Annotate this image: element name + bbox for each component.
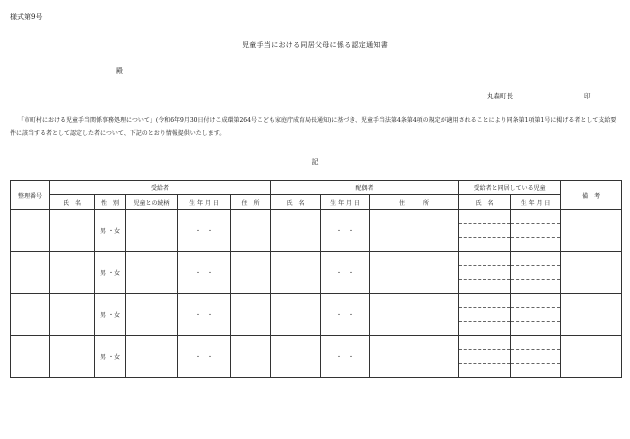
subheader-spouse-birthdate: 生 年 月 日 <box>321 195 370 210</box>
recipient-name-cell[interactable] <box>50 252 95 294</box>
recipient-birthdate-cell[interactable]: ・ ・ <box>178 336 231 378</box>
relation-to-child-cell[interactable] <box>126 252 178 294</box>
recipient-sex-cell[interactable]: 男 ・女 <box>95 336 126 378</box>
serial-number-cell[interactable] <box>11 210 50 252</box>
child-name-cell[interactable] <box>459 280 511 294</box>
recipient-birthdate-cell[interactable]: ・ ・ <box>178 210 231 252</box>
child-birthdate-cell[interactable] <box>511 336 561 350</box>
child-birthdate-cell[interactable] <box>511 224 561 238</box>
subheader-relation-to-child: 児童との続柄 <box>126 195 178 210</box>
child-name-cell[interactable] <box>459 210 511 224</box>
subheader-child-name: 氏 名 <box>459 195 511 210</box>
child-birthdate-cell[interactable] <box>511 252 561 266</box>
recipient-birthdate-cell[interactable]: ・ ・ <box>178 294 231 336</box>
spouse-name-cell[interactable] <box>271 210 321 252</box>
header-remarks: 備 考 <box>561 181 622 210</box>
relation-to-child-cell[interactable] <box>126 294 178 336</box>
remarks-cell[interactable] <box>561 294 622 336</box>
form-number: 様式第9号 <box>10 13 43 21</box>
recipient-address-cell[interactable] <box>231 294 271 336</box>
issuer-name: 丸森町長 <box>487 92 513 100</box>
spouse-address-cell[interactable] <box>370 336 459 378</box>
child-name-cell[interactable] <box>459 308 511 322</box>
spouse-birthdate-cell[interactable]: ・ ・ <box>321 294 370 336</box>
recipient-address-cell[interactable] <box>231 210 271 252</box>
spouse-address-cell[interactable] <box>370 252 459 294</box>
recipient-sex-cell[interactable]: 男 ・女 <box>95 294 126 336</box>
spouse-birthdate-cell[interactable]: ・ ・ <box>321 336 370 378</box>
recipient-name-cell[interactable] <box>50 294 95 336</box>
recipient-birthdate-cell[interactable]: ・ ・ <box>178 252 231 294</box>
recipient-sex-cell[interactable]: 男 ・女 <box>95 210 126 252</box>
addressee-suffix: 殿 <box>116 67 123 75</box>
child-name-cell[interactable] <box>459 350 511 364</box>
spouse-birthdate-cell[interactable]: ・ ・ <box>321 210 370 252</box>
table-row <box>11 336 622 350</box>
spouse-name-cell[interactable] <box>271 252 321 294</box>
subheader-recipient-name: 氏 名 <box>50 195 95 210</box>
child-birthdate-cell[interactable] <box>511 266 561 280</box>
remarks-cell[interactable] <box>561 252 622 294</box>
spouse-address-cell[interactable] <box>370 294 459 336</box>
child-name-cell[interactable] <box>459 336 511 350</box>
child-birthdate-cell[interactable] <box>511 210 561 224</box>
subheader-spouse-address: 住 所 <box>370 195 459 210</box>
relation-to-child-cell[interactable] <box>126 210 178 252</box>
child-birthdate-cell[interactable] <box>511 308 561 322</box>
recipient-name-cell[interactable] <box>50 336 95 378</box>
child-name-cell[interactable] <box>459 224 511 238</box>
spouse-name-cell[interactable] <box>271 336 321 378</box>
recipient-sex-cell[interactable]: 男 ・女 <box>95 252 126 294</box>
child-name-cell[interactable] <box>459 266 511 280</box>
certification-table <box>10 180 622 378</box>
seal-mark: 印 <box>584 92 591 100</box>
subheader-recipient-sex: 性 別 <box>95 195 126 210</box>
serial-number-cell[interactable] <box>11 336 50 378</box>
table-row <box>11 210 622 224</box>
header-serial: 整理番号 <box>11 181 50 210</box>
document-title: 児童手当における同居父母に係る認定通知書 <box>242 41 388 49</box>
child-name-cell[interactable] <box>459 364 511 378</box>
header-recipient: 受給者 <box>50 181 271 195</box>
serial-number-cell[interactable] <box>11 252 50 294</box>
subheader-spouse-name: 氏 名 <box>271 195 321 210</box>
header-cohabiting-children: 受給者と同居している児童 <box>459 181 561 195</box>
child-name-cell[interactable] <box>459 238 511 252</box>
recipient-address-cell[interactable] <box>231 336 271 378</box>
child-birthdate-cell[interactable] <box>511 280 561 294</box>
child-name-cell[interactable] <box>459 322 511 336</box>
child-birthdate-cell[interactable] <box>511 294 561 308</box>
child-birthdate-cell[interactable] <box>511 238 561 252</box>
serial-number-cell[interactable] <box>11 294 50 336</box>
spouse-address-cell[interactable] <box>370 210 459 252</box>
child-name-cell[interactable] <box>459 294 511 308</box>
child-birthdate-cell[interactable] <box>511 350 561 364</box>
header-spouse: 配偶者 <box>271 181 459 195</box>
recipient-name-cell[interactable] <box>50 210 95 252</box>
ki-heading: 記 <box>311 158 319 166</box>
subheader-recipient-birthdate: 生 年 月 日 <box>178 195 231 210</box>
table-row <box>11 252 622 266</box>
subheader-child-birthdate: 生 年 月 日 <box>511 195 561 210</box>
child-birthdate-cell[interactable] <box>511 322 561 336</box>
spouse-name-cell[interactable] <box>271 294 321 336</box>
remarks-cell[interactable] <box>561 336 622 378</box>
spouse-birthdate-cell[interactable]: ・ ・ <box>321 252 370 294</box>
remarks-cell[interactable] <box>561 210 622 252</box>
recipient-address-cell[interactable] <box>231 252 271 294</box>
table-row <box>11 294 622 308</box>
child-name-cell[interactable] <box>459 252 511 266</box>
child-birthdate-cell[interactable] <box>511 364 561 378</box>
subheader-recipient-address: 住 所 <box>231 195 271 210</box>
relation-to-child-cell[interactable] <box>126 336 178 378</box>
body-paragraph: 「市町村における児童手当関係事務処理について」(令和6年9月30日付けこ成環第264号こども家庭庁成育局長通知)に基づき、児童手当法第4条第4項の規定が適用されることにより同条第1項第1号に掲げる者として支給要件に該当する者として認定した者について、下記のとおり情報提供いたします。 <box>10 117 617 137</box>
